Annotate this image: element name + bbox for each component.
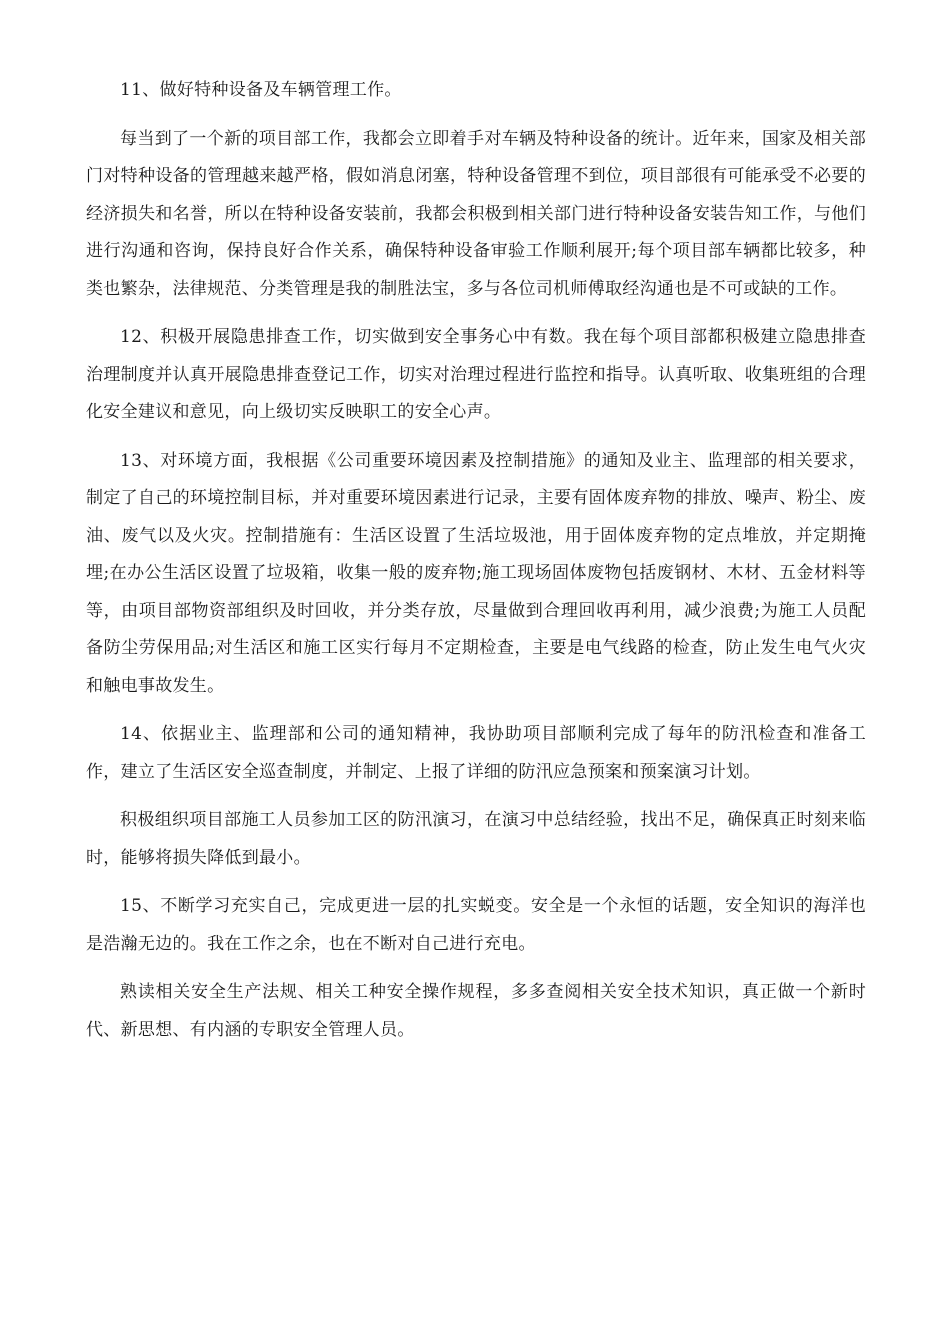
document-body [86,72,866,1060]
paragraph-item-14: 14、依据业主、监理部和公司的通知精神，我协助项目部顺利完成了每年的防汛检查和准备工作，建立了生活区安全巡查制度，并制定、上报了详细的防汛应急预案和预案演习计划。 [86,724,866,782]
paragraph-item-12: 12、积极开展隐患排查工作，切实做到安全事务心中有数。我在每个项目部都积极建立隐患排查治理制度并认真开展隐患排查登记工作，切实对治理过程进行监控和指导。认真听取、收集班组的合理化安全建议和意见，向上级切实反映职工的安全心声。 [86,327,866,422]
paragraph-study-regulations: 熟读相关安全生产法规、相关工种安全操作规程，多多查阅相关安全技术知识，真正做一个新时代、新思想、有内涵的专职安全管理人员。 [86,982,866,1040]
paragraph-item-15: 15、不断学习充实自己，完成更进一层的扎实蜕变。安全是一个永恒的话题，安全知识的海洋也是浩瀚无边的。我在工作之余，也在不断对自己进行充电。 [86,896,866,954]
paragraph-item-13: 13、对环境方面，我根据《公司重要环境因素及控制措施》的通知及业主、监理部的相关要求，制定了自己的环境控制目标，并对重要环境因素进行记录，主要有固体废弃物的排放、噪声、粉尘、废油、废气以及火灾。控制措施有：生活区设置了生活垃圾池，用于固体废弃物的定点堆放，并定期掩埋;在办公生活区设置了垃圾箱，收集一般的废弃物;施工现场固体废物包括废钢材、木材、五金材料等等，由项目部物资部组织及时回收，并分类存放，尽量做到合理回收再利用，减少浪费;为施工人员配备防尘劳保用品;对生活区和施工区实行每月不定期检查，主要是电气线路的检查，防止发生电气火灾和触电事故发生。 [86,450,866,696]
paragraph-flood-drill: 积极组织项目部施工人员参加工区的防汛演习，在演习中总结经验，找出不足，确保真正时刻来临时，能够将损失降低到最小。 [86,810,866,868]
paragraph-vehicle-management: 每当到了一个新的项目部工作，我都会立即着手对车辆及特种设备的统计。近年来，国家及相关部门对特种设备的管理越来越严格，假如消息闭塞，特种设备管理不到位，项目部很有可能承受不必要的经济损失和名誉，所以在特种设备安装前，我都会积极到相关部门进行特种设备安装告知工作，与他们进行沟通和咨询，保持良好合作关系，确保特种设备审验工作顺利展开;每个项目部车辆都比较多，种类也繁杂，法律规范、分类管理是我的制胜法宝，多与各位司机师傅取经沟通也是不可或缺的工作。 [86,128,866,299]
paragraph-item-11: 11、做好特种设备及车辆管理工作。 [120,80,402,100]
